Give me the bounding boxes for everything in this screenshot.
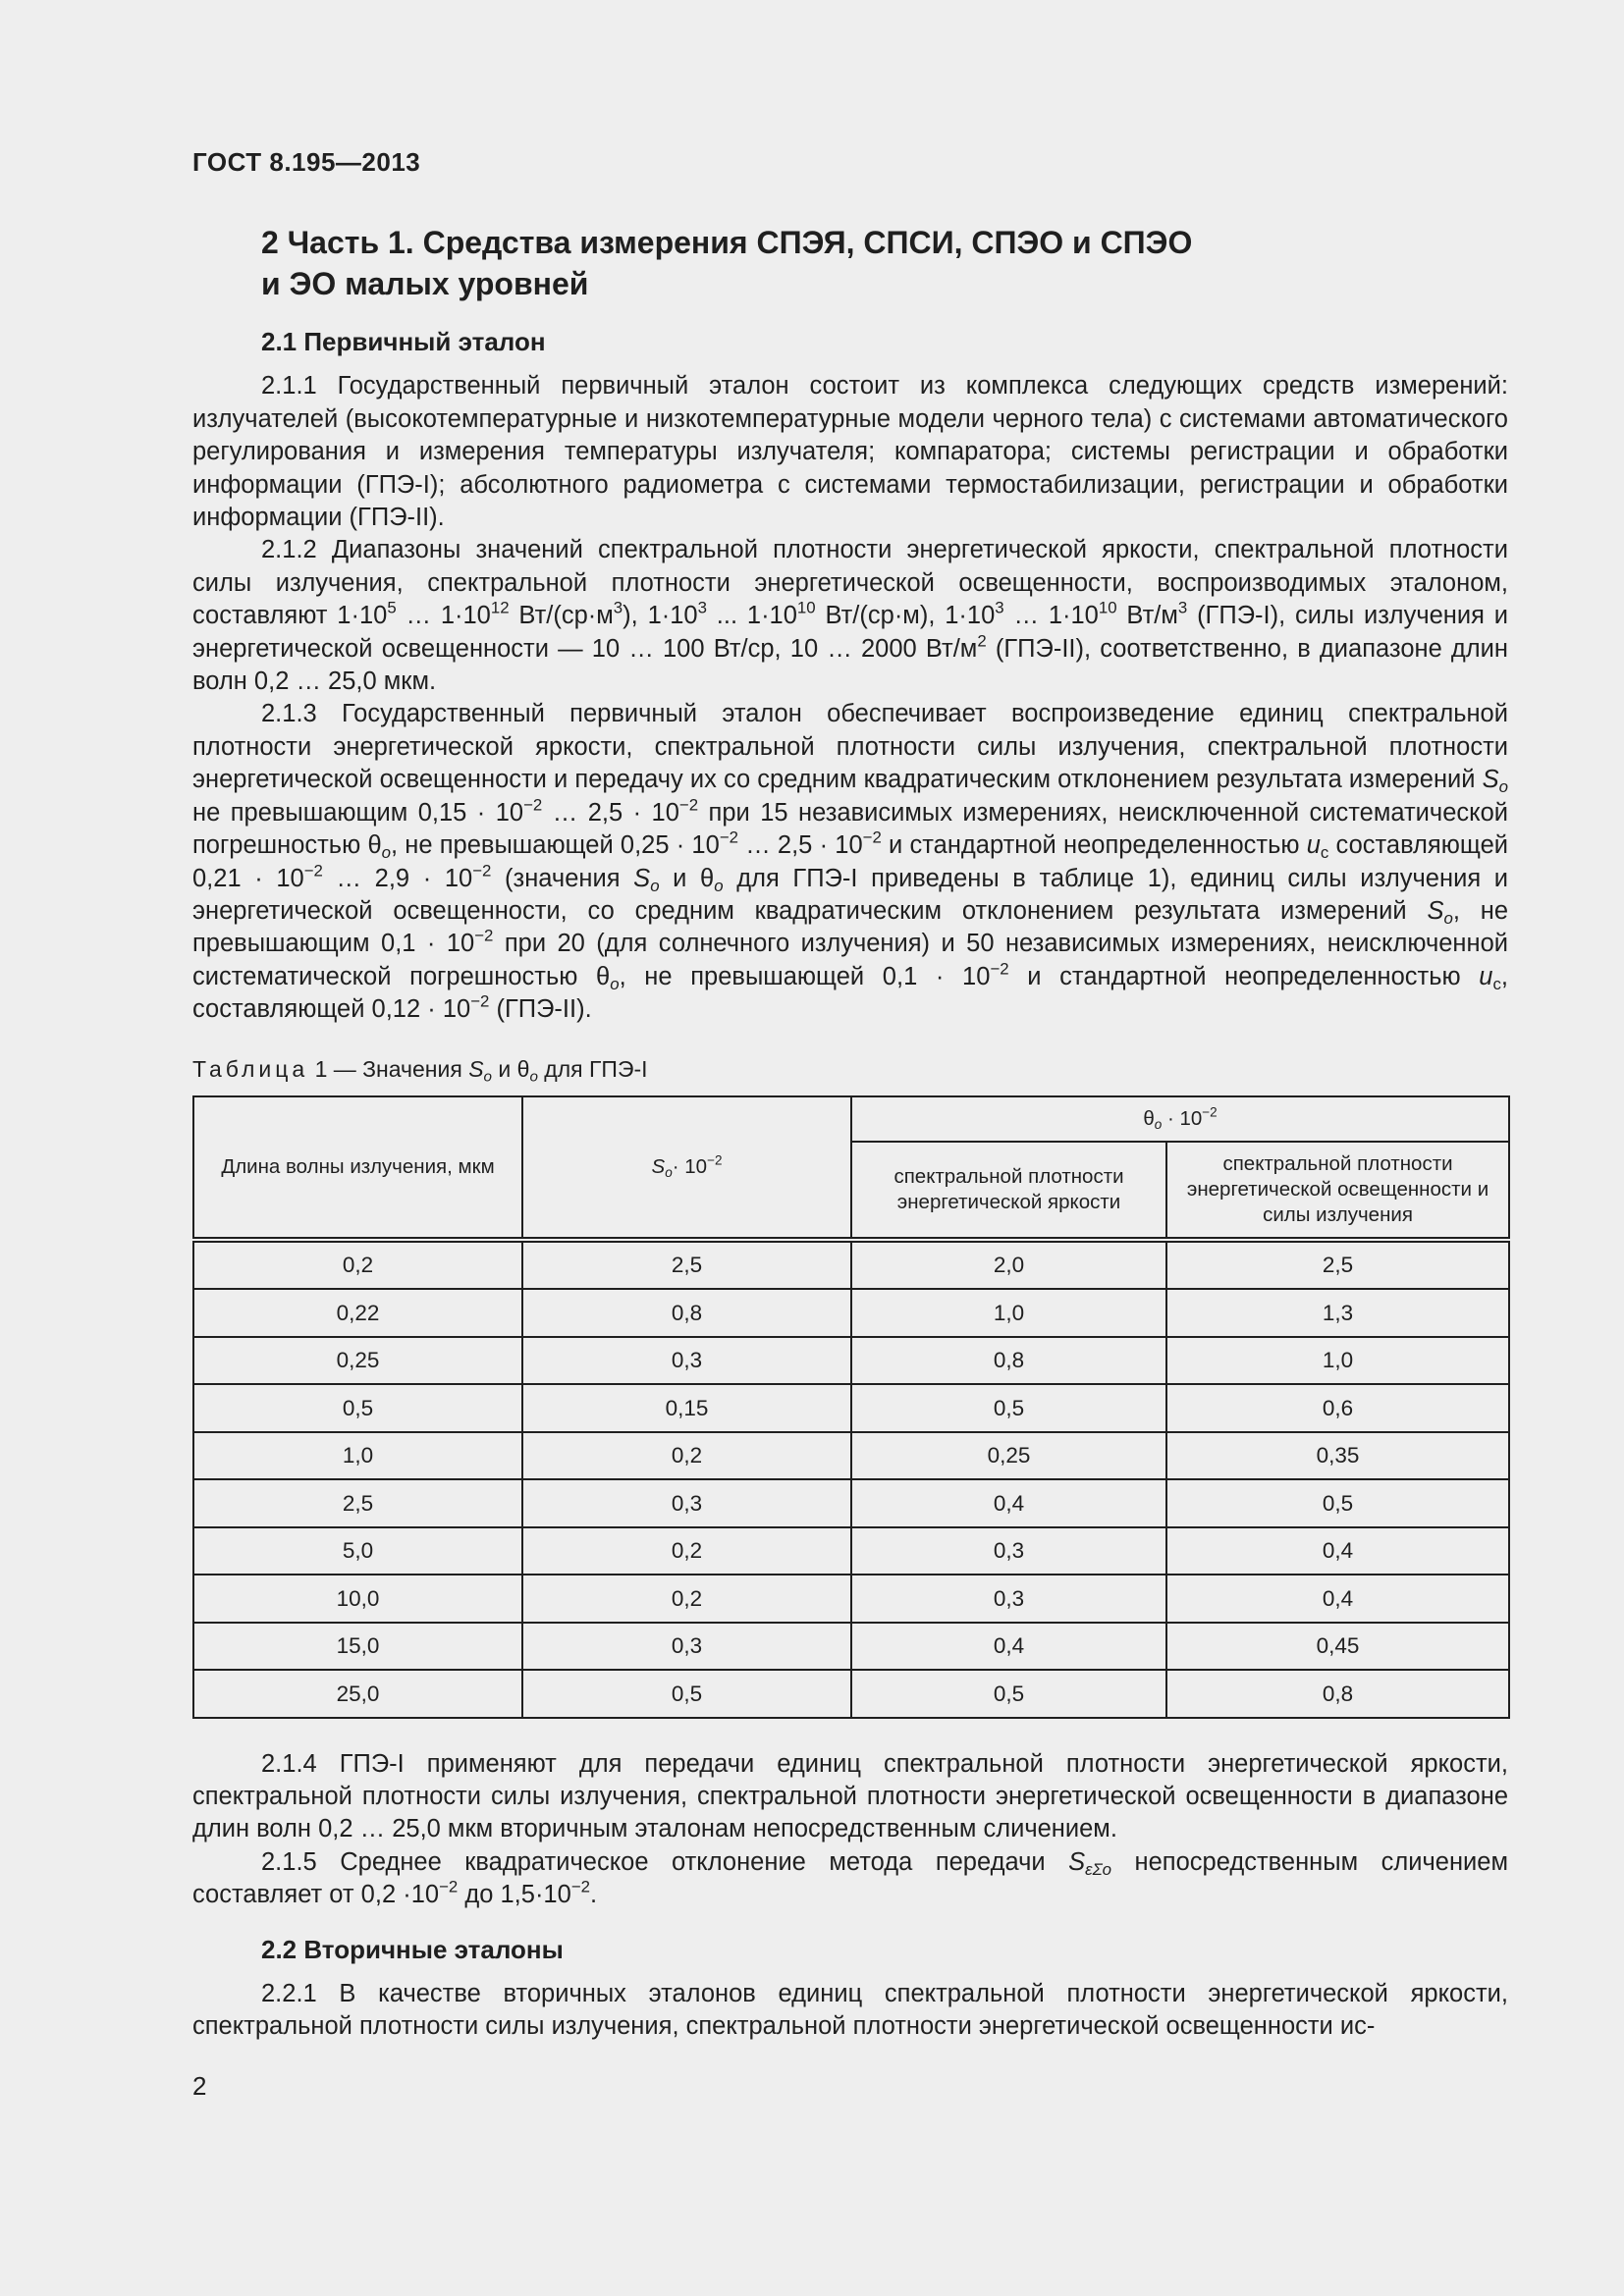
- section-title: [261, 222, 1341, 304]
- column-header-so: $S_o\cdot 10^{-2}$: [522, 1096, 851, 1240]
- table-cell: 0,4: [1166, 1575, 1509, 1623]
- table-row: [193, 1575, 1509, 1623]
- table-cell: 0,8: [1166, 1670, 1509, 1718]
- table-row: [193, 1623, 1509, 1671]
- table-row: [193, 1479, 1509, 1527]
- column-header-wavelength: Длина волны излучения, мкм: [193, 1096, 522, 1240]
- table-cell: 0,5: [522, 1670, 851, 1718]
- table-row: [193, 1337, 1509, 1385]
- table-cell: 0,6: [1166, 1384, 1509, 1432]
- table-cell: 2,0: [851, 1240, 1166, 1290]
- table-cell: 0,2: [522, 1432, 851, 1480]
- paragraph-2-2-1: 2.2.1 В качестве вторичных эталонов единиц спектральной плотности энергетической яркости, спектральной плотности силы излучения, спектральной плотности энергетической освещенности ис-: [192, 1979, 1508, 2041]
- table-row: [193, 1289, 1509, 1337]
- table-cell: 1,0: [193, 1432, 522, 1480]
- table-cell: 0,15: [522, 1384, 851, 1432]
- table-cell: 0,5: [851, 1384, 1166, 1432]
- table-cell: 0,5: [1166, 1479, 1509, 1527]
- table-cell: 0,2: [522, 1527, 851, 1575]
- subsection-heading-2-2: 2.2 Вторичные эталоны: [261, 1934, 564, 1964]
- column-group-header-theta: $\theta_o \cdot 10^{-2}$: [851, 1096, 1509, 1142]
- table-cell: 1,3: [1166, 1289, 1509, 1337]
- paragraph-2-1-4: 2.1.4 ГПЭ-I применяют для передачи единиц спектральной плотности энергетической яркости, спектральной плотности силы излучения, спектральной плотности энергетической освещенности в диапазоне длин волн 0,2 … 25,0 мкм вторичным эталонам непосредственным сличением.: [192, 1749, 1508, 1843]
- table-row: [193, 1240, 1509, 1290]
- table-cell: 15,0: [193, 1623, 522, 1671]
- table-cell: 2,5: [1166, 1240, 1509, 1290]
- table-cell: 1,0: [1166, 1337, 1509, 1385]
- table-row: [193, 1527, 1509, 1575]
- table-cell: 0,2: [522, 1575, 851, 1623]
- table-cell: 0,25: [193, 1337, 522, 1385]
- table-1: [192, 1095, 1510, 1719]
- column-header-theta-radiance: спектральной плотности энергетической яркости: [851, 1142, 1166, 1240]
- table-cell: 0,5: [193, 1384, 522, 1432]
- table-cell: 0,8: [851, 1337, 1166, 1385]
- section-title-line-2: и ЭО малых уровней: [261, 266, 589, 301]
- table-cell: 5,0: [193, 1527, 522, 1575]
- subsection-heading-2-1: 2.1 Первичный эталон: [261, 327, 546, 356]
- table-cell: 0,8: [522, 1289, 851, 1337]
- table-cell: 0,2: [193, 1240, 522, 1290]
- table-row: [193, 1432, 1509, 1480]
- table-cell: 0,35: [1166, 1432, 1509, 1480]
- table-cell: 1,0: [851, 1289, 1166, 1337]
- table-cell: 0,4: [851, 1623, 1166, 1671]
- table-cell: 10,0: [193, 1575, 522, 1623]
- paragraph-2-1-1: 2.1.1 Государственный первичный эталон состоит из комплекса следующих средств измерений: излучателей (высокотемпературные и низкотемпературные модели черного тела) с системами автоматического регулирования и измерения температуры излучателя; компаратора; системы регистрации и обработки информации (ГПЭ-I); абсолютного радиометра с системами термостабилизации, регистрации и обработки информации (ГПЭ-II).: [192, 372, 1508, 532]
- paragraph-2-1-5: 2.1.5 Среднее квадратическое отклонение метода передачи $S_{\varepsilon\Sigma o}$ непосредственным сличением составляет от $0,2 \cdot 10^{-2}$ до $1,5\cdot 10^{-2}$.: [192, 1847, 1509, 1909]
- document-code-header: ГОСТ 8.195—2013: [192, 147, 421, 177]
- table-cell: 0,3: [851, 1575, 1166, 1623]
- table-row: [193, 1384, 1509, 1432]
- page-number: 2: [192, 2071, 207, 2101]
- table-cell: 0,25: [851, 1432, 1166, 1480]
- document-body: [192, 326, 1508, 2044]
- table-cell: 0,5: [851, 1670, 1166, 1718]
- paragraph-2-1-3: 2.1.3 Государственный первичный эталон обеспечивает воспроизведение единиц спектральной плотности энергетической яркости, спектральной плотности силы излучения, спектральной плотности энергетической освещенности и передачу их со средним квадратическим отклонением результата измерений $S_o$ не превышающим $0,15 \cdot 10^{-2}$ … $2,5 \cdot 10^{-2}$ при 15 независимых измерениях, неисключенной систематической погрешностью $\theta_o$, не превышающей $0,25 \cdot 10^{-2}$ … $2,5 \cdot 10^{-2}$ и стандартной неопределенностью $u_c$ составляющей $0,21 \cdot 10^{-2}$ … $2,9 \cdot 10^{-2}$ (значения $S_o$ и $\theta_o$ для ГПЭ-I приведены в таблице 1), единиц силы излучения и энергетической освещенности, со средним квадратическим отклонением результата измерений $S_o$, не превышающим $0,1 \cdot 10^{-2}$ при 20 (для солнечного излучения) и 50 независимых измерениях, неисключенной систематической погрешностью $\theta_o$, не превышающей $0,1 \cdot 10^{-2}$ и стандартной неопределенностью $u_c$, составляющей $0,12 \cdot 10^{-2}$ (ГПЭ-II).: [192, 700, 1509, 1024]
- table-cell: 0,3: [522, 1337, 851, 1385]
- table-1-body: [193, 1240, 1509, 1718]
- table-cell: 0,4: [851, 1479, 1166, 1527]
- table-cell: 0,45: [1166, 1623, 1509, 1671]
- section-title-line-1: 2 Часть 1. Средства измерения СПЭЯ, СПСИ, СПЭО и СПЭО: [261, 225, 1193, 260]
- table-cell: 0,4: [1166, 1527, 1509, 1575]
- table-cell: 0,3: [522, 1479, 851, 1527]
- table-row: [193, 1670, 1509, 1718]
- table-cell: 25,0: [193, 1670, 522, 1718]
- table-cell: 0,3: [522, 1623, 851, 1671]
- paragraph-2-1-2: 2.1.2 Диапазоны значений спектральной плотности энергетической яркости, спектральной плотности силы излучения, спектральной плотности энергетической освещенности, воспроизводимых эталоном, составляют $1\cdot 10^5$ … $1\cdot 10^{12}$ $Вт/(ср\cdot м^3)$, $1\cdot 10^3$ ... $1\cdot 10^{10}$ Вт/(ср·м), $1\cdot 10^3$ … $1\cdot 10^{10}$ $Вт/м^3$ (ГПЭ-I), силы излучения и энергетической освещенности — 10 … 100 Вт/ср, 10 … 2000 $Вт/м^2$ (ГПЭ-II), соответственно, в диапазоне длин волн 0,2 … 25,0 мкм.: [192, 536, 1509, 696]
- column-header-theta-irradiance: спектральной плотности энергетической освещенности и силы излучения: [1166, 1142, 1509, 1240]
- table-cell: 0,22: [193, 1289, 522, 1337]
- table-1-caption: Таблица 1 — Значения $S_o$ и $\theta_o$ для ГПЭ-I: [192, 1055, 648, 1086]
- table-cell: 0,3: [851, 1527, 1166, 1575]
- table-cell: 2,5: [522, 1240, 851, 1290]
- table-cell: 2,5: [193, 1479, 522, 1527]
